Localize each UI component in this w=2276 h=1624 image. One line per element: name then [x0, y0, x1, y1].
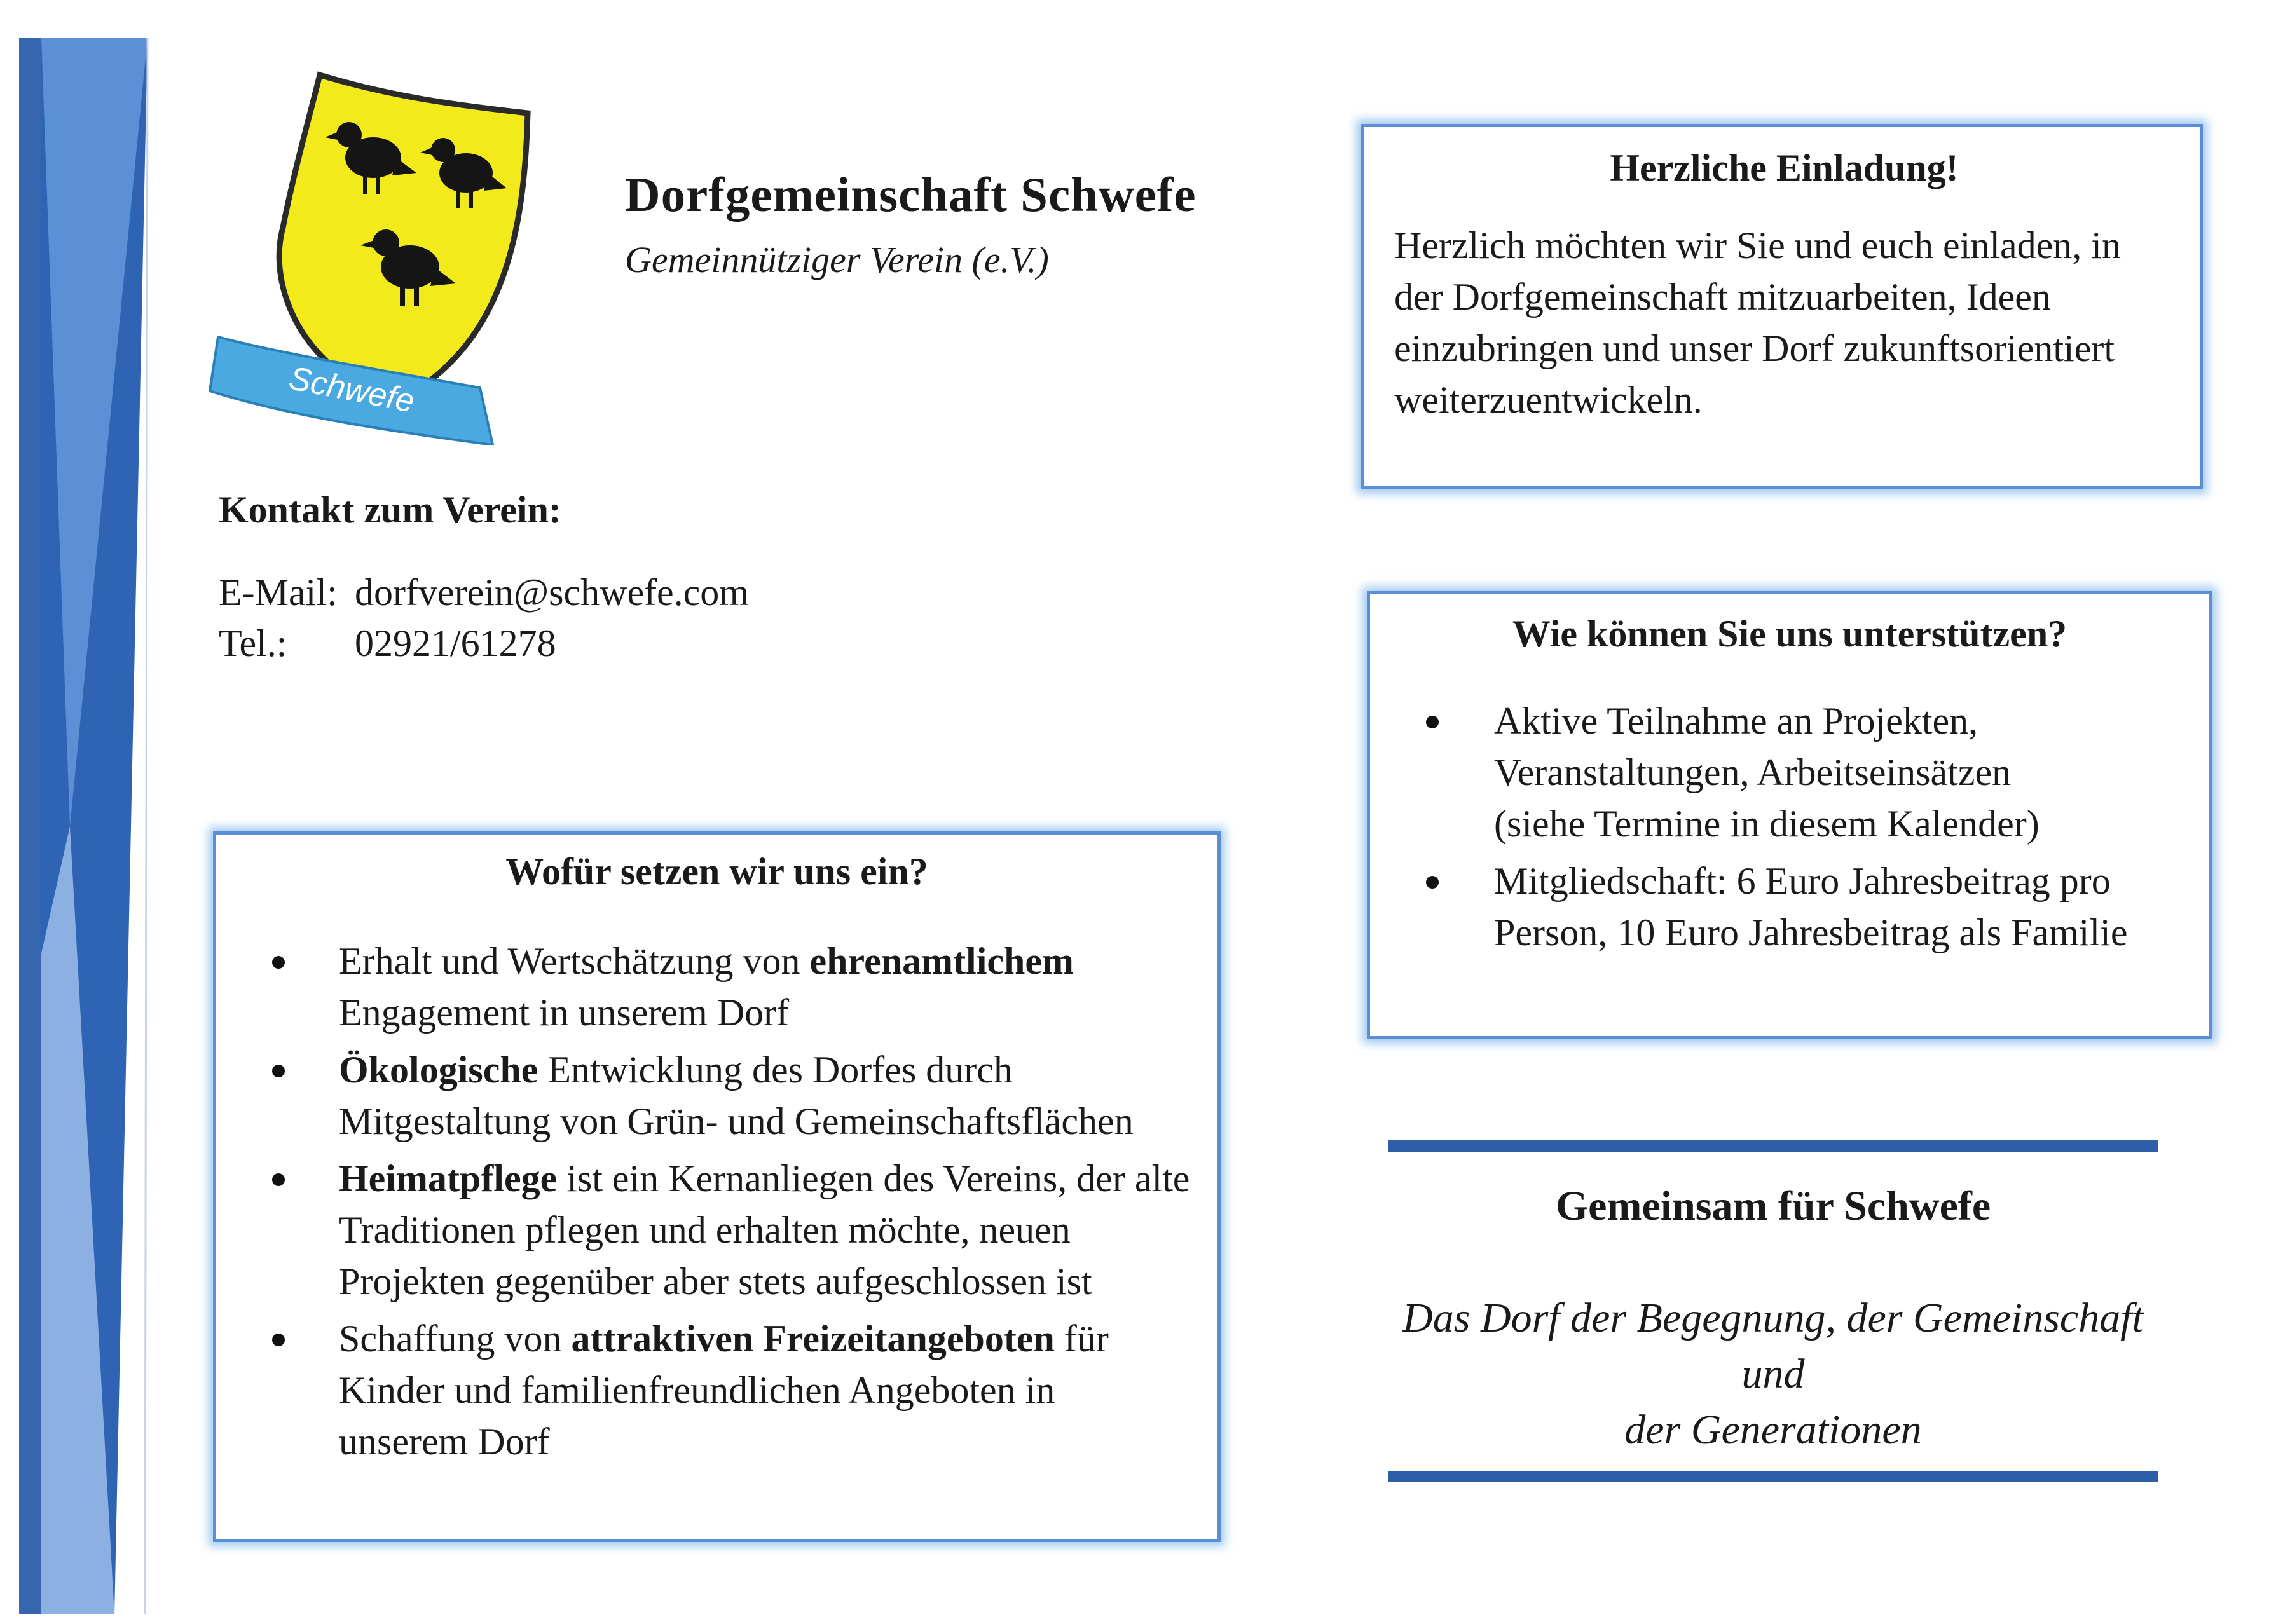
item-text: Engagement in unserem Dorf — [339, 992, 790, 1034]
item-text: ist ein Kernanliegen des Vereins, der alte Traditionen pflegen und erhalten möchte, neuen Projekten gegenüber aber stets aufgeschlossen ist — [339, 1157, 1190, 1302]
phone-number[interactable]: 02921/61278 — [355, 622, 556, 664]
invitation-title: Herzliche Einladung! — [1610, 147, 1959, 189]
item-text: Schaffung von — [339, 1318, 572, 1360]
list-item — [1395, 856, 2184, 959]
list-item — [242, 936, 1192, 1039]
list-item — [242, 1153, 1192, 1307]
item-text: Entwicklung des Dorfes durch Mitgestaltung von Grün- und Gemeinschaftsflächen — [339, 1049, 1134, 1142]
decorative-sidebar — [0, 0, 153, 1624]
mission-box — [213, 831, 1221, 1542]
email-label: E-Mail: — [219, 571, 338, 613]
support-box — [1367, 591, 2212, 1039]
support-item-line: Person, 10 Euro Jahresbeitrag als Familie — [1494, 911, 2128, 953]
list-item — [242, 1313, 1192, 1468]
logo-banner-text: Schwefe — [285, 359, 418, 420]
slogan-line: der Generationen — [1624, 1407, 1922, 1453]
organization-subtitle: Gemeinnütziger Verein (e.V.) — [625, 239, 1049, 280]
divider-bottom — [1388, 1471, 2158, 1482]
coat-of-arms-logo — [207, 64, 550, 445]
invitation-text: Herzlich möchten wir Sie und euch einladen, in der Dorfgemeinschaft mitzuarbeiten, Ideen einzubringen und unser Dorf zukunftsorientiert weiterzuentwickeln. — [1394, 224, 2121, 421]
item-text: für Kinder und familienfreundlichen Angeboten in unserem Dorf — [339, 1318, 1109, 1463]
item-emphasis: Ökologische — [339, 1049, 538, 1091]
contact-phone-row — [219, 622, 556, 665]
mission-title: Wofür setzen wir uns ein? — [505, 850, 928, 892]
list-item — [1395, 695, 2184, 850]
support-item-line: Mitgliedschaft: 6 Euro Jahresbeitrag pro — [1494, 860, 2111, 902]
support-item-line: (siehe Termine in diesem Kalender) — [1494, 803, 2039, 845]
support-title: Wie können Sie uns unterstützen? — [1512, 613, 2067, 655]
item-emphasis: Heimatpflege — [339, 1157, 558, 1199]
email-address[interactable]: dorfverein@schwefe.com — [355, 571, 749, 613]
item-emphasis: attraktiven Freizeitangeboten — [571, 1318, 1055, 1360]
contact-email-row — [219, 571, 749, 615]
organization-title: Dorfgemeinschaft Schwefe — [625, 167, 1196, 222]
slogan-text — [1388, 1290, 2158, 1458]
invitation-box — [1361, 124, 2203, 489]
slogan-title: Gemeinsam für Schwefe — [1555, 1183, 1991, 1229]
support-item-line: Veranstaltungen, Arbeitseinsätzen — [1494, 751, 2012, 793]
phone-label: Tel.: — [219, 622, 287, 664]
divider-top — [1388, 1140, 2158, 1152]
contact-heading: Kontakt zum Verein: — [219, 489, 561, 531]
support-item-line: Aktive Teilnahme an Projekten, — [1494, 700, 1978, 742]
list-item — [242, 1044, 1192, 1147]
item-text: Erhalt und Wertschätzung von — [339, 940, 810, 982]
item-emphasis: ehrenamtlichem — [809, 940, 1074, 982]
slogan-line: Das Dorf der Begegnung, der Gemeinschaft und — [1402, 1295, 2144, 1397]
